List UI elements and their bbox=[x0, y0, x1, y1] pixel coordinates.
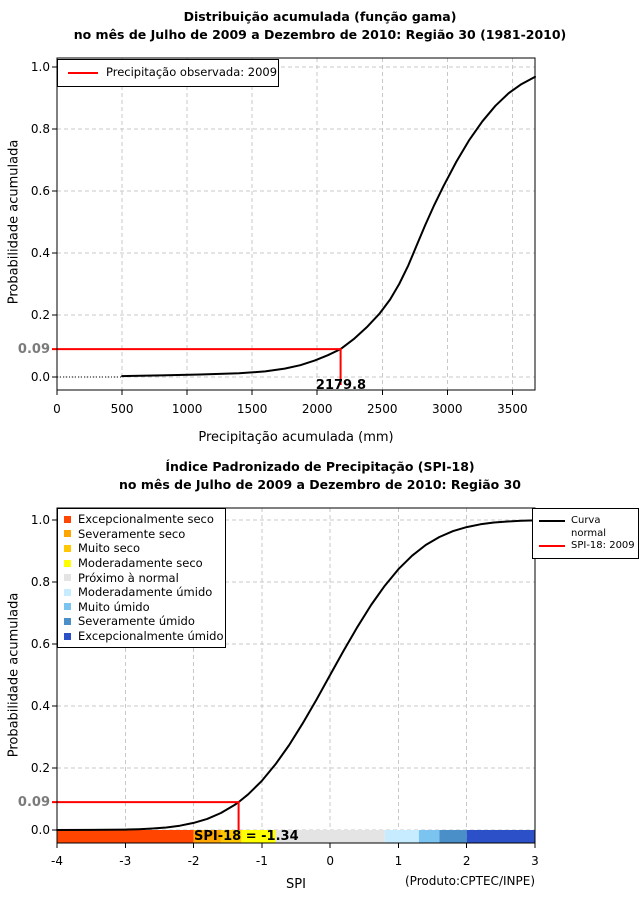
annotation-probability-label: 0.09 bbox=[17, 342, 50, 357]
x-tick-label: 500 bbox=[110, 402, 134, 416]
x-tick-label: 1500 bbox=[236, 402, 268, 416]
category-swatch bbox=[64, 574, 71, 581]
category-swatch bbox=[64, 589, 71, 596]
spi-cdf-chart bbox=[0, 450, 640, 900]
legend-item bbox=[62, 614, 225, 629]
y-tick-label: 0.4 bbox=[30, 699, 50, 713]
category-label: Excepcionalmente seco bbox=[78, 512, 214, 527]
legend-item bbox=[62, 629, 225, 644]
annotation-spi-value: SPI-18 = -1.34 bbox=[194, 829, 299, 844]
legend-item bbox=[62, 556, 225, 571]
x-tick-label: -2 bbox=[187, 854, 200, 868]
annotation-red-lines bbox=[52, 349, 341, 385]
category-label: Muito úmido bbox=[78, 599, 150, 614]
category-label: Próximo à normal bbox=[78, 570, 179, 585]
legend-item bbox=[62, 585, 225, 600]
x-tick-label: 2 bbox=[462, 854, 471, 868]
annotation-red-lines bbox=[52, 802, 239, 830]
y-tick-label: 0.6 bbox=[30, 184, 50, 198]
spi-category-bar-segment bbox=[57, 830, 194, 843]
x-tick-label: 0 bbox=[326, 854, 334, 868]
spi-category-bar-segment bbox=[467, 830, 535, 843]
y-tick-label: 0.8 bbox=[30, 575, 50, 589]
x-tick-label: 0 bbox=[53, 402, 61, 416]
category-swatch bbox=[64, 618, 71, 625]
chart-title: Distribuição acumulada (função gama) bbox=[183, 9, 457, 24]
y-tick-label: 0.8 bbox=[30, 122, 50, 136]
category-swatch bbox=[64, 530, 71, 537]
annotation-probability-label: 0.09 bbox=[17, 795, 50, 810]
category-label: Muito seco bbox=[78, 541, 141, 556]
x-tick-label: 3000 bbox=[432, 402, 463, 416]
y-tick-label: 0.0 bbox=[30, 370, 50, 384]
annotation-precipitation-value: 2179.8 bbox=[315, 378, 367, 393]
category-label: Severamente seco bbox=[78, 526, 186, 541]
legend-label: Curva normal bbox=[571, 515, 607, 539]
legend-observed-precipitation bbox=[57, 59, 279, 87]
category-label: Moderadamente úmido bbox=[78, 585, 213, 600]
y-tick-label: 1.0 bbox=[30, 60, 50, 74]
category-swatch bbox=[64, 633, 71, 640]
y-tick-label: 0.2 bbox=[30, 761, 50, 775]
plot-area-gamma bbox=[57, 58, 535, 396]
chart-subtitle: no mês de Julho de 2009 a Dezembro de 2010: Região 30 bbox=[119, 477, 521, 492]
legend-item bbox=[62, 512, 225, 527]
x-tick-label: -4 bbox=[51, 854, 63, 868]
category-label: Severamente úmido bbox=[78, 614, 195, 629]
x-tick-label: -3 bbox=[119, 854, 132, 868]
y-tick-label: 0.6 bbox=[30, 637, 50, 651]
y-tick-label: 0.4 bbox=[30, 246, 50, 260]
y-tick-label: 0.2 bbox=[30, 308, 50, 322]
y-axis-title: Probabilidade acumulada bbox=[6, 139, 22, 305]
spi-category-bar-segment bbox=[385, 830, 419, 843]
category-swatch bbox=[64, 560, 71, 567]
category-label: Moderadamente seco bbox=[78, 556, 203, 571]
x-tick-label: 3 bbox=[531, 854, 539, 868]
x-axis-title: Precipitação acumulada (mm) bbox=[198, 430, 394, 445]
x-tick-label: 1000 bbox=[171, 402, 203, 416]
x-tick-label: 2500 bbox=[366, 402, 398, 416]
spi-category-bar-segment bbox=[439, 830, 466, 843]
x-tick-label: -1 bbox=[255, 854, 268, 868]
y-axis-title: Probabilidade acumulada bbox=[6, 592, 22, 758]
product-credit: (Produto:CPTEC/INPE) bbox=[405, 874, 535, 888]
category-swatch bbox=[64, 545, 71, 552]
category-swatch bbox=[64, 516, 71, 523]
legend-spi-categories bbox=[57, 508, 226, 648]
x-axis-title: SPI bbox=[286, 877, 306, 892]
legend-item bbox=[62, 541, 225, 556]
cdf-curve bbox=[122, 77, 535, 376]
legend-item-spi-2009 bbox=[539, 540, 638, 553]
legend-item bbox=[62, 600, 225, 615]
chart-subtitle: no mês de Julho de 2009 a Dezembro de 2010: Região 30 (1981-2010) bbox=[73, 27, 567, 42]
x-tick-label: 3500 bbox=[497, 402, 528, 416]
legend-label: SPI-18: 2009 bbox=[571, 540, 635, 551]
legend-label: Precipitação observada: 2009 bbox=[106, 65, 278, 79]
black-line-sample bbox=[539, 520, 565, 522]
x-tick-label: 1 bbox=[394, 854, 403, 868]
x-tick-label: 2000 bbox=[301, 402, 333, 416]
legend-item bbox=[62, 570, 225, 585]
chart-title: Índice Padronizado de Precipitação (SPI-18) bbox=[165, 459, 475, 474]
legend-curves bbox=[532, 508, 639, 559]
spi-category-bar-segment bbox=[419, 830, 440, 843]
legend-item bbox=[62, 527, 225, 542]
red-line-sample bbox=[68, 72, 98, 74]
legend-item-normal-curve bbox=[539, 515, 638, 540]
category-label: Excepcionalmente úmido bbox=[78, 629, 224, 644]
category-swatch bbox=[64, 603, 71, 610]
y-tick-label: 1.0 bbox=[30, 513, 50, 527]
red-line-sample bbox=[539, 545, 565, 547]
y-tick-label: 0.0 bbox=[30, 823, 50, 837]
